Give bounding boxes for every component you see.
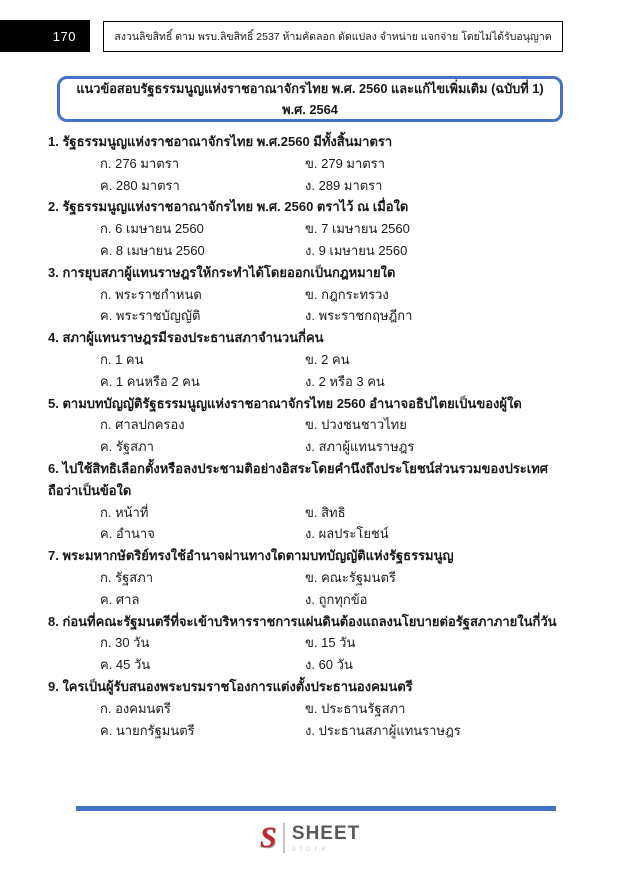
question-block: [48, 545, 572, 610]
question-block: [48, 131, 572, 196]
option-row: [48, 153, 572, 175]
question-options: [48, 502, 572, 546]
option-choice: ง. 2 หรือ 3 คน: [305, 373, 385, 389]
question-options: [48, 567, 572, 611]
option-choice: ก. 276 มาตรา: [100, 155, 179, 171]
option-choice: ง. ประธานสภาผู้แทนราษฎร: [305, 722, 461, 738]
option-choice: ข. คณะรัฐมนตรี: [305, 569, 396, 585]
option-row: [48, 567, 572, 589]
option-choice: ค. 1 คนหรือ 2 คน: [100, 373, 200, 389]
question-block: [48, 611, 572, 676]
question-text: 1. รัฐธรรมนูญแห่งราชอาณาจักรไทย พ.ศ.2560 มีทั้งสิ้นมาตรา: [48, 134, 393, 149]
question-text: 3. การยุบสภาผู้แทนราษฎรให้กระทำได้โดยออกเป็นกฎหมายใด: [48, 264, 396, 280]
sheet-store-logo: [0, 820, 620, 856]
logo-s-icon: S: [259, 821, 277, 854]
option-choice: ก. 6 เมษายน 2560: [100, 221, 204, 237]
option-choice: ก. องคมนตรี: [100, 700, 171, 716]
option-choice: ก. ศาลปกครอง: [100, 417, 185, 433]
option-row: [48, 436, 572, 458]
logo-divider: [283, 823, 285, 853]
option-row: [48, 371, 572, 393]
option-choice: ค. ศาล: [100, 591, 140, 607]
option-choice: ข. 279 มาตรา: [305, 155, 386, 171]
option-row: [48, 698, 572, 720]
footer-divider: [76, 806, 556, 811]
option-choice: ง. ถูกทุกข้อ: [305, 591, 368, 607]
option-row: [48, 589, 572, 611]
question-text: 5. ตามบทบัญญัติรัฐธรรมนูญแห่งราชอาณาจักรไทย 2560 อำนาจอธิปไตยเป็นของผู้ใด: [48, 395, 522, 411]
option-row: [48, 175, 572, 197]
question-block: [48, 676, 572, 741]
option-row: [48, 349, 572, 371]
option-choice: ง. สภาผู้แทนราษฎร: [305, 439, 415, 455]
question-block: [48, 196, 572, 261]
option-row: [48, 523, 572, 545]
option-choice: ค. 280 มาตรา: [100, 177, 180, 193]
question-options: [48, 284, 572, 328]
option-choice: ง. 60 วัน: [305, 657, 353, 673]
option-row: [48, 502, 572, 524]
option-row: [48, 720, 572, 742]
option-choice: ก. พระราชกำหนด: [100, 286, 202, 302]
option-choice: ค. 8 เมษายน 2560: [100, 242, 205, 258]
option-row: [48, 414, 572, 436]
question-block: [48, 262, 572, 327]
option-row: [48, 218, 572, 240]
logo-sub-text: store: [291, 843, 330, 853]
option-choice: ข. 7 เมษายน 2560: [305, 221, 410, 237]
option-choice: ก. 30 วัน: [100, 635, 150, 651]
option-choice: ก. รัฐสภา: [100, 569, 154, 585]
option-choice: ง. ผลประโยชน์: [305, 526, 389, 542]
option-choice: ค. รัฐสภา: [100, 439, 154, 455]
question-text: 8. ก่อนที่คณะรัฐมนตรีที่จะเข้าบริหารราชการแผ่นดินต้องแถลงนโยบายต่อรัฐสภาภายในกี่วัน: [48, 613, 557, 629]
question-text: 7. พระมหากษัตริย์ทรงใช้อำนาจผ่านทางใดตามบทบัญญัติแห่งรัฐธรรมนูญ: [48, 548, 454, 564]
option-choice: ก. หน้าที่: [100, 504, 149, 520]
option-choice: ค. นายกรัฐมนตรี: [100, 722, 195, 738]
option-choice: ข. กฎกระทรวง: [305, 286, 389, 302]
page-title: แนวข้อสอบรัฐธรรมนูญแห่งราชอาณาจักรไทย พ.ศ. 2560 และแก้ไขเพิ่มเติม (ฉบับที่ 1) พ.ศ. 2564: [76, 81, 544, 117]
option-choice: ง. พระราชกฤษฎีกา: [305, 308, 413, 324]
option-choice: ง. 9 เมษายน 2560: [305, 242, 408, 258]
option-choice: ค. พระราชบัญญัติ: [100, 308, 201, 324]
option-row: [48, 654, 572, 676]
option-row: [48, 305, 572, 327]
logo-wordmark: [292, 824, 360, 853]
option-choice: ค. 45 วัน: [100, 657, 151, 673]
option-choice: ข. ปวงชนชาวไทย: [305, 417, 407, 433]
option-choice: ค. อำนาจ: [100, 526, 155, 542]
exam-title-box: [57, 76, 563, 122]
logo-brand-text: SHEET: [291, 822, 361, 844]
question-block: [48, 458, 572, 545]
question-block: [48, 327, 572, 392]
option-row: [48, 240, 572, 262]
page-number-box: [0, 20, 90, 52]
option-choice: ก. 1 คน: [100, 351, 144, 367]
copyright-text: สงวนลิขสิทธิ์ ตาม พรบ.ลิขสิทธิ์ 2537 ห้ามคัดลอก ดัดแปลง จำหน่าย แจกจ่าย โดยไม่ได้รับอนุญาต: [114, 31, 552, 43]
option-row: [48, 632, 572, 654]
question-options: [48, 632, 572, 676]
option-choice: ง. 289 มาตรา: [305, 177, 383, 193]
question-options: [48, 218, 572, 262]
question-options: [48, 698, 572, 742]
page-number: 170: [52, 28, 76, 44]
question-text: 2. รัฐธรรมนูญแห่งราชอาณาจักรไทย พ.ศ. 2560 ตราไว้ ณ เมื่อใด: [48, 199, 409, 215]
questions-list: [48, 131, 572, 741]
option-row: [48, 284, 572, 306]
question-options: [48, 349, 572, 393]
option-choice: ข. ประธานรัฐสภา: [305, 700, 406, 716]
question-text: 4. สภาผู้แทนราษฎรมีรองประธานสภาจำนวนกี่คน: [48, 330, 324, 346]
option-choice: ข. 15 วัน: [305, 635, 356, 651]
question-text: 6. ไปใช้สิทธิเลือกตั้งหรือลงประชามติอย่างอิสระโดยคำนึงถึงประโยชน์ส่วนรวมของประเทศถือว่าเป็นข้อใด: [48, 460, 549, 498]
question-text: 9. ใครเป็นผู้รับสนองพระบรมราชโองการแต่งตั้งประธานองคมนตรี: [48, 678, 413, 694]
copyright-box: [103, 21, 563, 52]
option-choice: ข. สิทธิ: [305, 504, 346, 520]
question-block: [48, 393, 572, 458]
question-options: [48, 414, 572, 458]
question-options: [48, 153, 572, 197]
option-choice: ข. 2 คน: [305, 351, 350, 367]
